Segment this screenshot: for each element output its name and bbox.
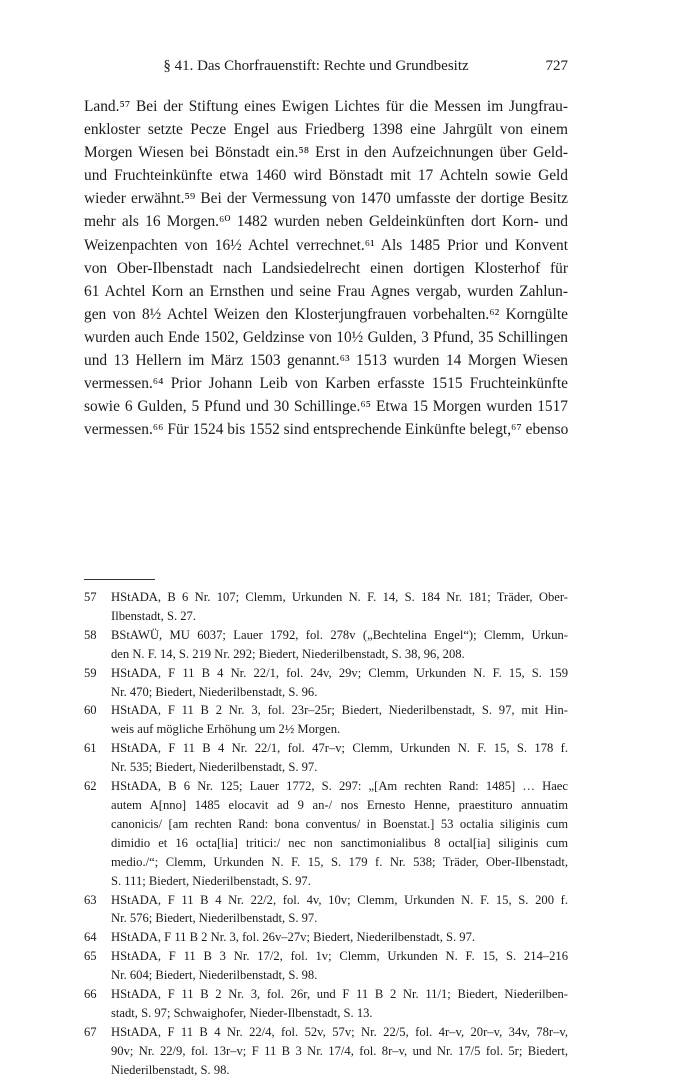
footnote-number: 65 <box>84 949 97 964</box>
body-line: Weizenpachten von 16½ Achtel verrechnet.⁶¹ Als 1485 Prior und Konvent <box>84 236 568 254</box>
footnote <box>84 947 568 985</box>
footnote-line: Nr. 470; Biedert, Niederilbenstadt, S. 96. <box>111 684 318 699</box>
footnote-number: 58 <box>84 627 97 642</box>
body-line: vermessen.⁶⁴ Prior Johann Leib von Karben erfasste 1515 Fruchteinkünfte <box>84 375 568 393</box>
footnote-line: HStADA, F 11 B 2 Nr. 3, fol. 26v–27v; Biedert, Niederilbenstadt, S. 97. <box>111 930 476 945</box>
body-line: gen von 8½ Achtel Weizen den Klosterjungfrauen vorbehalten.⁶² Korngülte <box>84 305 568 323</box>
footnote-line: Ilbenstadt, S. 27. <box>111 608 197 623</box>
footnote-line: canonicis/ [am rechten Rand: bona conventus/ in Boenstat.] 53 octalia siliginis cum <box>111 816 568 831</box>
footnote <box>84 664 568 702</box>
body-line: sowie 6 Gulden, 5 Pfund und 30 Schillinge.⁶⁵ Etwa 15 Morgen wurden 1517 <box>84 398 568 416</box>
footnote-line: Nr. 535; Biedert, Niederilbenstadt, S. 97. <box>111 760 318 775</box>
footnote-line: HStADA, F 11 B 4 Nr. 22/1, fol. 24v, 29v; Clemm, Urkunden N. F. 15, S. 159 <box>111 665 568 680</box>
footnote-line: HStADA, F 11 B 3 Nr. 17/2, fol. 1v; Clemm, Urkunden N. F. 15, S. 214–216 <box>111 949 568 964</box>
body-line: vermessen.⁶⁶ Für 1524 bis 1552 sind entsprechende Einkünfte belegt,⁶⁷ ebenso <box>84 421 568 439</box>
body-line: Morgen Wiesen bei Bönstadt ein.⁵⁸ Erst in den Aufzeichnungen über Geld- <box>84 144 568 162</box>
body-line: mehr als 16 Morgen.⁶⁰ 1482 wurden neben Geldeinkünften dort Korn- und <box>84 213 568 231</box>
footnote <box>84 701 568 739</box>
footnote-line: HStADA, F 11 B 2 Nr. 3, fol. 26r, und F 11 B 2 Nr. 11/1; Biedert, Niederilben- <box>111 987 568 1002</box>
main-text <box>84 95 568 441</box>
body-line: von Ober-Ilbenstadt nach Landsiedelrecht einen dortigen Klosterhof für <box>84 259 568 277</box>
footnote-line: weis auf mögliche Erhöhung um 2½ Morgen. <box>111 722 341 737</box>
footnote <box>84 777 568 890</box>
footnote <box>84 891 568 929</box>
body-line: 61 Achtel Korn an Ernsthen und seine Frau Agnes vergab, wurden Zahlun- <box>84 282 568 300</box>
page-number: 727 <box>545 58 568 74</box>
body-line: wurden auch Ende 1502, Geldzinse von 10½ Gulden, 3 Pfund, 35 Schillingen <box>84 328 568 346</box>
footnote-number: 57 <box>84 590 97 604</box>
footnote-separator <box>84 579 155 580</box>
footnote-line: medio./“; Clemm, Urkunden N. F. 15, S. 179 f. Nr. 538; Träder, Ober-Ilbenstadt, <box>111 854 568 869</box>
footnote-number: 63 <box>84 892 97 907</box>
body-line: Land.⁵⁷ Bei der Stiftung eines Ewigen Lichtes für die Messen im Jungfrau- <box>84 98 568 115</box>
footnote-number: 67 <box>84 1024 97 1039</box>
footnote-number: 64 <box>84 930 97 945</box>
footnote <box>84 928 568 947</box>
footnote-line: Nr. 576; Biedert, Niederilbenstadt, S. 97. <box>111 911 318 926</box>
footnote-line: HStADA, F 11 B 4 Nr. 22/2, fol. 4v, 10v; Clemm, Urkunden N. F. 15, S. 200 f. <box>111 892 568 907</box>
body-line: und 13 Hellern im März 1503 genannt.⁶³ 1513 wurden 14 Morgen Wiesen <box>84 352 568 370</box>
footnote-line: HStADA, F 11 B 4 Nr. 22/4, fol. 52v, 57v; Nr. 22/5, fol. 4r–v, 20r–v, 34v, 78r–v, <box>111 1024 568 1039</box>
footnote-line: autem A[nno] 1485 elocavit ad 9 an-/ nos Ernesto Henne, praestituro annuatim <box>111 797 568 812</box>
footnote-line: Niederilbenstadt, S. 98. <box>111 1062 230 1077</box>
body-line: enkloster setzte Pecze Engel aus Friedberg 1398 eine Jahrgült von einem <box>84 121 568 139</box>
footnote <box>84 626 568 664</box>
footnote-line: stadt, S. 97; Schwaighofer, Nieder-Ilbenstadt, S. 13. <box>111 1005 373 1020</box>
footnote-line: 90v; Nr. 22/9, fol. 13r–v; F 11 B 3 Nr. 17/4, fol. 8r–v, und Nr. 17/5 fol. 5r; Biedert, <box>111 1043 568 1058</box>
footnote-line: BStAWÜ, MU 6037; Lauer 1792, fol. 278v („Bechtelina Engel“); Clemm, Urkun- <box>111 627 568 642</box>
footnote-number: 62 <box>84 779 97 794</box>
footnote <box>84 985 568 1023</box>
footnote-line: den N. F. 14, S. 219 Nr. 292; Biedert, Niederilbenstadt, S. 38, 96, 208. <box>111 646 465 661</box>
footnote-number: 66 <box>84 987 97 1002</box>
footnote-line: HStADA, F 11 B 2 Nr. 3, fol. 23r–25r; Biedert, Niederilbenstadt, S. 97, mit Hin- <box>111 703 568 718</box>
body-line: wieder erwähnt.⁵⁹ Bei der Vermessung von 1470 umfasste der dortige Besitz <box>84 190 568 208</box>
footnote-number: 61 <box>84 741 97 756</box>
footnote-number: 60 <box>84 703 97 718</box>
footnote-line: dimidio et 16 octa[lia] tritici:/ nec non sanctimonialibus 8 octal[ia] siliginis cum <box>111 835 568 850</box>
running-header <box>84 58 568 80</box>
footnote-number: 59 <box>84 665 97 680</box>
footnote <box>84 1023 568 1080</box>
footnote-line: HStADA, F 11 B 4 Nr. 22/1, fol. 47r–v; Clemm, Urkunden N. F. 15, S. 178 f. <box>111 741 568 756</box>
footnote <box>84 588 568 626</box>
footnote-line: HStADA, B 6 Nr. 125; Lauer 1772, S. 297: „[Am rechten Rand: 1485] … Haec <box>111 779 568 794</box>
body-line: und Fruchteinkünfte etwa 1460 wird Bönstadt mit 17 Achteln sowie Geld <box>84 167 568 185</box>
footnote-line: S. 111; Biedert, Niederilbenstadt, S. 97. <box>111 873 311 888</box>
running-title: § 41. Das Chorfrauenstift: Rechte und Grundbesitz <box>163 58 469 74</box>
footnote <box>84 739 568 777</box>
footnote-line: Nr. 604; Biedert, Niederilbenstadt, S. 98. <box>111 968 318 983</box>
footnote-line: HStADA, B 6 Nr. 107; Clemm, Urkunden N. F. 14, S. 184 Nr. 181; Träder, Ober- <box>111 590 568 604</box>
footnotes <box>84 588 568 1080</box>
